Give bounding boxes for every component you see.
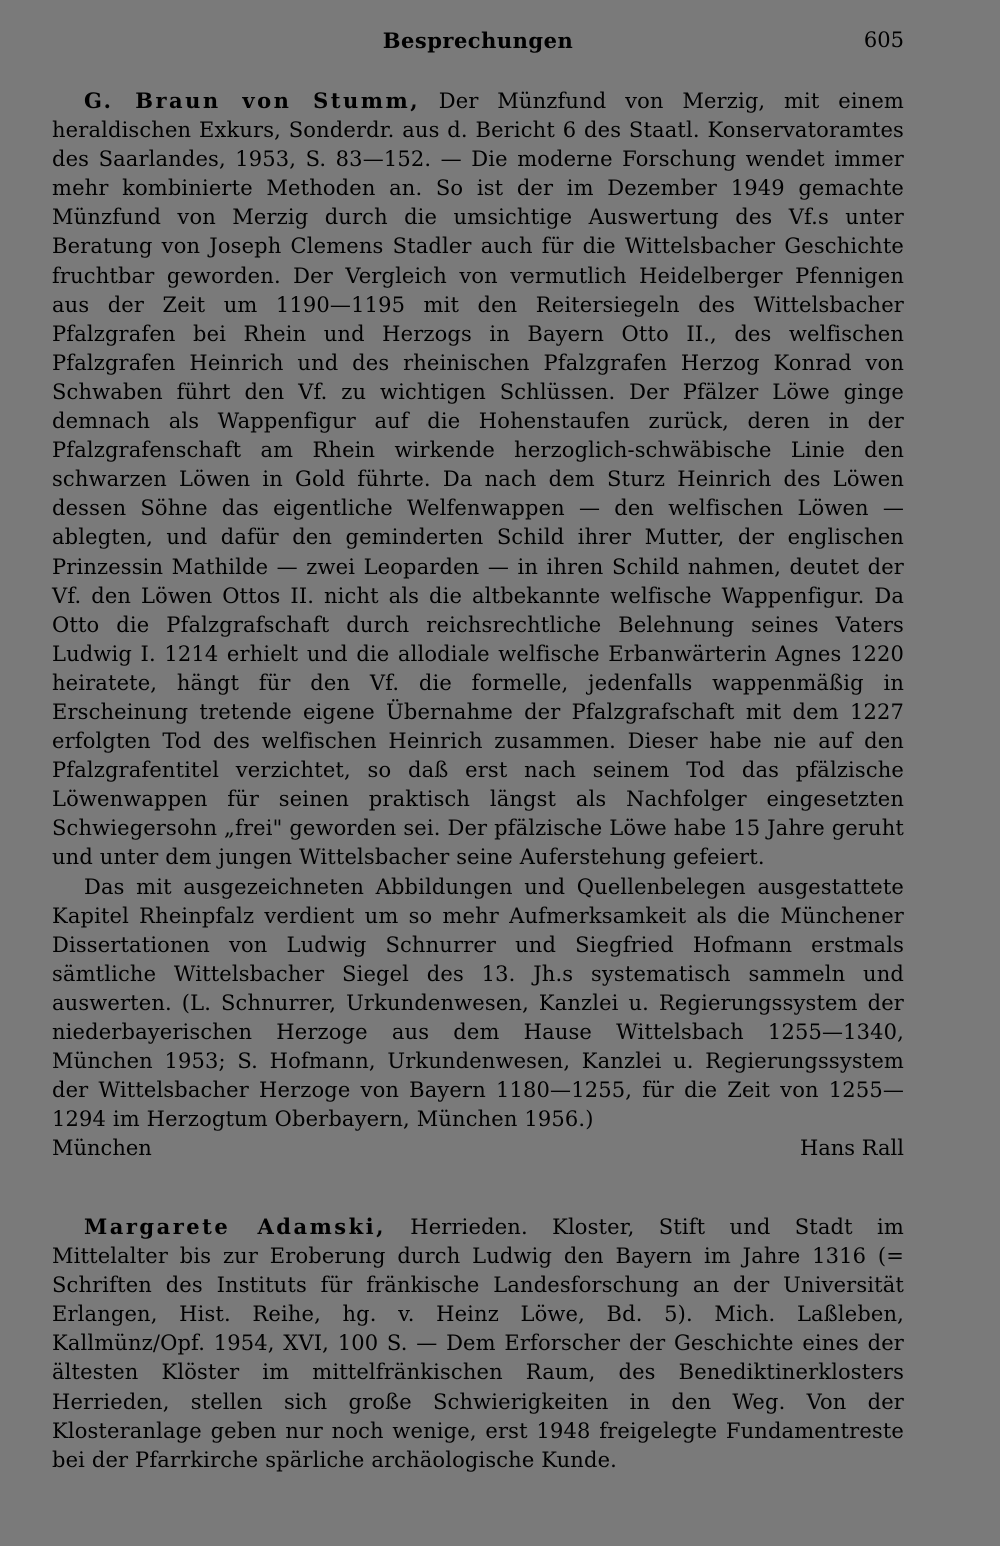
review-paragraph: Das mit ausgezeichneten Abbildungen und Quellenbelegen ausgestattete Kapitel Rheinpfalz verdient um so mehr Aufmerksamkeit als die Münchener Dissertationen von Ludwig Schnurrer und Siegfried Hofmann erstmals sämtliche Wittelsbacher Siegel des 13. Jh.s systematisch sammeln und auswerten. (L. Schnurrer, Urkundenwesen, Kanzlei u. Regierungssystem der niederbayerischen Herzoge aus dem Hause Wittelsbach 1255—1340, München 1953; S. Hofmann, Urkundenwesen, Kanzlei u. Regierungssystem der Wittelsbacher Herzoge von Bayern 1180—1255, für die Zeit von 1255—1294 im Herzogtum Oberbayern, München 1956.)	[52, 874, 904, 1132]
signature-place: München	[52, 1136, 152, 1161]
page-number: 605	[863, 28, 904, 52]
review-adamski	[52, 1212, 904, 1475]
review-author: G. Braun von Stumm,	[84, 88, 421, 113]
review-text: Der Münzfund von Merzig, mit einem heraldischen Exkurs, Sonderdr. aus d. Bericht 6 des Staatl. Konservatoramtes des Saarlandes, 1953, S. 83—152. — Die moderne Forschung wendet immer mehr kombinierte Methoden an. So ist der im Dezember 1949 gemachte Münzfund von Merzig durch die umsichtige Auswertung des Vf.s unter Beratung von Joseph Clemens Stadler auch für die Wittelsbacher Geschichte fruchtbar geworden. Der Vergleich von vermutlich Heidelberger Pfennigen aus der Zeit um 1190—1195 mit den Reitersiegeln des Wittelsbacher Pfalzgrafen bei Rhein und Herzogs in Bayern Otto II., des welfischen Pfalzgrafen Heinrich und des rheinischen Pfalzgrafen Herzog Konrad von Schwaben führt den Vf. zu wichtigen Schlüssen. Der Pfälzer Löwe ginge demnach als Wappenfigur auf die Hohenstaufen zurück, deren in der Pfalzgrafenschaft am Rhein wirkende herzoglich-schwäbische Linie den schwarzen Löwen in Gold führte. Da nach dem Sturz Heinrich des Löwen dessen Söhne das eigentliche Welfenwappen — den welfischen Löwen — ablegten, und dafür den geminderten Schild ihrer Mutter, der englischen Prinzessin Mathilde — zwei Leoparden — in ihren Schild nahmen, deutet der Vf. den Löwen Ottos II. nicht als die altbekannte welfische Wappenfigur. Da Otto die Pfalzgrafschaft durch reichsrechtliche Belehnung seines Vaters Ludwig I. 1214 erhielt und die allodiale welfische Erbanwärterin Agnes 1220 heiratete, hängt für den Vf. die formelle, jedenfalls wappenmäßig in Erscheinung tretende eigene Übernahme der Pfalzgrafschaft mit dem 1227 erfolgten Tod des welfischen Heinrich zusammen. Dieser habe nie auf den Pfalzgrafentitel verzichtet, so daß erst nach seinem Tod das pfälzische Löwenwappen für seinen praktisch längst als Nachfolger eingesetzten Schwiegersohn „frei" geworden sei. Der pfälzische Löwe habe 15 Jahre geruht und unter dem jungen Wittelsbacher seine Auferstehung gefeiert.	[52, 89, 904, 870]
review-signature	[52, 1134, 904, 1164]
review-text: Herrieden. Kloster, Stift und Stadt im Mittelalter bis zur Eroberung durch Ludwig den Bayern im Jahre 1316 (= Schriften des Instituts für fränkische Landesforschung an der Universität Erlangen, Hist. Reihe, hg. v. Heinz Löwe, Bd. 5). Mich. Laßleben, Kallmünz/Opf. 1954, XVI, 100 S. — Dem Erforscher der Geschichte eines der ältesten Klöster im mittelfränkischen Raum, des Benediktinerklosters Herrieden, stellen sich große Schwierigkeiten in den Weg. Von der Klosteranlage geben nur noch wenige, erst 1948 freigelegte Fundamentreste bei der Pfarrkirche spärliche archäologische Kunde.	[52, 1215, 904, 1472]
review-braun-von-stumm	[52, 86, 904, 1164]
running-header	[52, 28, 904, 62]
review-paragraph	[52, 86, 904, 873]
signature-reviewer: Hans Rall	[799, 1136, 904, 1161]
header-title: Besprechungen	[382, 28, 574, 53]
review-author: Margarete Adamski,	[84, 1214, 386, 1239]
review-paragraph	[52, 1212, 904, 1475]
